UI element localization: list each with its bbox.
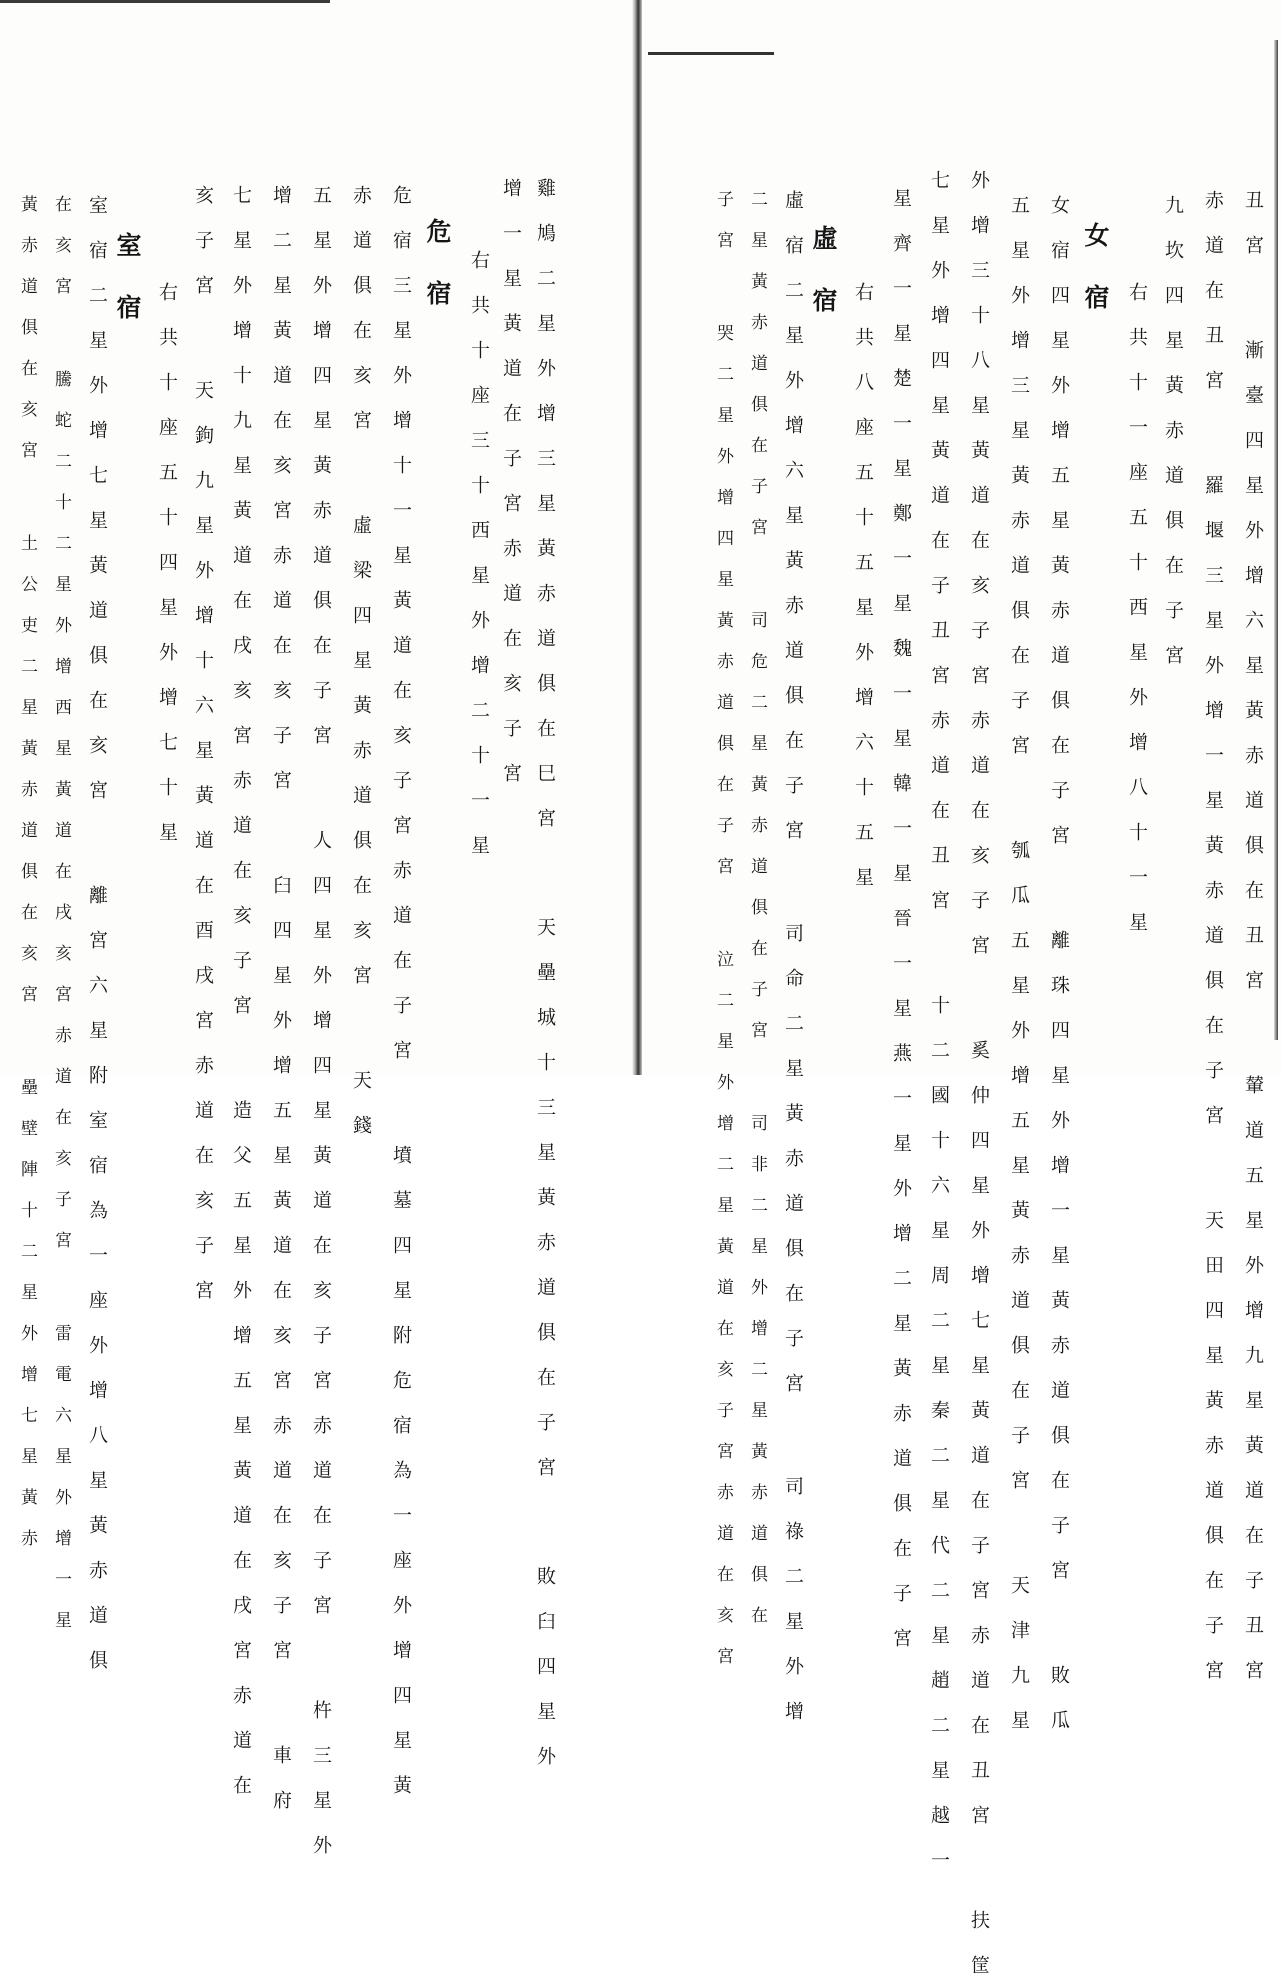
text-column	[778, 190, 808, 1722]
text-column	[742, 190, 772, 1625]
text-column	[266, 185, 296, 1811]
text-segment: 離 珠 四 星 外 增 一 星 黃 赤 道 俱 在 子 宮	[1048, 930, 1070, 1581]
text-segment: 輦 道 五 星 外 增 九 星 黃 道 在 子 丑 宮	[1242, 1075, 1264, 1681]
text-column	[82, 195, 112, 1671]
text-segment: 子 宮	[713, 190, 733, 250]
text-segment: 增 一 星 黃 道 在 子 宮 赤 道 在 亥 子 宮	[500, 178, 522, 784]
text-column	[964, 170, 994, 1976]
text-segment: 離 宮 六 星 附 室 宿 為 一 座 外 增 八 星 黃 赤 道 俱	[86, 885, 108, 1671]
section-total	[464, 250, 494, 856]
text-column	[1044, 195, 1074, 1731]
top-border-rule	[0, 0, 330, 3]
text-column	[924, 170, 954, 1871]
text-segment: 右 共 十 座 五 十 四 星 外 增 七 十 星	[156, 282, 178, 843]
text-segment: 丑 宮	[1242, 190, 1264, 256]
text-segment: 扶 筐	[968, 1910, 990, 1976]
text-segment: 瓠 瓜 五 星 外 增 五 星 黃 赤 道 俱 在 子 宮	[1008, 840, 1030, 1491]
section-total	[848, 282, 878, 888]
text-segment: 天 鉤 九 星 外 增 十 六 星 黃 道 在 酉 戌 宮 赤 道 在 亥 子 宮	[192, 380, 214, 1301]
text-segment: 天 壘 城 十 三 星 黃 赤 道 俱 在 子 宮	[534, 917, 556, 1478]
text-segment: 右 共 八 座 五 十 五 星 外 增 六 十 五 星	[852, 282, 874, 888]
section-total	[152, 282, 182, 843]
text-segment: 天 田 四 星 黃 赤 道 俱 在 子 宮	[1202, 1210, 1224, 1681]
text-segment: 赤 道 在 丑 宮	[1202, 190, 1224, 391]
section-heading: 女 宿	[1081, 222, 1110, 313]
section-heading: 室 宿	[113, 232, 142, 323]
text-segment: 虛 梁 四 星 黃 赤 道 俱 在 亥 宮	[350, 515, 372, 986]
text-column	[188, 185, 218, 1301]
text-column	[1198, 190, 1228, 1681]
text-segment: 奚 仲 四 星 外 增 七 星 黃 道 在 子 宮 赤 道 在 丑 宮	[968, 1040, 990, 1826]
text-segment: 九 坎 四 星 黃 赤 道 俱 在 子 宮	[1162, 195, 1184, 666]
text-column	[46, 195, 76, 1630]
text-segment: 室 宿 二 星 外 增 七 星 黃 道 俱 在 亥 宮	[86, 195, 108, 801]
text-column	[1158, 195, 1188, 666]
text-segment: 七 星 外 增 四 星 黃 道 在 子 丑 宮 赤 道 在 丑 宮	[928, 170, 950, 911]
text-column	[386, 185, 416, 1796]
text-segment: 哭 二 星 外 增 四 星 黃 赤 道 俱 在 子 宮	[713, 324, 733, 876]
text-column	[886, 188, 916, 1649]
text-segment: 墳 墓 四 星 附 危 宿 為 一 座 外 增 四 星 黃	[390, 1145, 412, 1796]
text-column	[708, 190, 738, 1666]
text-segment: 敗 臼 四 星 外	[534, 1566, 556, 1767]
text-segment: 七 星 外 增 十 九 星 黃 道 在 戌 亥 宮 赤 道 在 亥 子 宮	[230, 185, 252, 1016]
text-segment: 敗 瓜	[1048, 1665, 1070, 1731]
text-column	[496, 178, 526, 784]
text-segment: 司 危 二 星 黃 赤 道 俱 在 子 宮	[747, 611, 767, 1040]
text-segment: 黃 赤 道 俱 在 亥 宮	[17, 195, 37, 460]
text-segment: 增 二 星 黃 道 在 亥 宮 赤 道 在 亥 子 宮	[270, 185, 292, 791]
text-segment: 虛 宿 二 星 外 增 六 星 黃 赤 道 俱 在 子 宮	[782, 190, 804, 841]
right-page	[642, 0, 1282, 1976]
text-column	[530, 178, 560, 1767]
text-segment: 羅 堰 三 星 外 增 一 星 黃 赤 道 俱 在 子 宮	[1202, 475, 1224, 1126]
text-column	[306, 185, 336, 1856]
section-heading: 危 宿	[423, 218, 452, 309]
text-segment: 天 錢	[350, 1070, 372, 1136]
section-total	[1122, 282, 1152, 933]
text-segment: 漸 臺 四 星 外 增 六 星 黃 赤 道 俱 在 丑 宮	[1242, 340, 1264, 991]
text-segment: 危 宿 三 星 外 增 十 一 星 黃 道 在 亥 子 宮 赤 道 在 子 宮	[390, 185, 412, 1061]
text-segment: 臼 四 星 外 增 五 星 黃 道 在 亥 宮 赤 道 在 亥 子 宮	[270, 875, 292, 1661]
text-segment: 亥 子 宮	[192, 185, 214, 296]
text-column	[1004, 195, 1034, 1731]
text-segment: 赤 道 俱 在 亥 宮	[350, 185, 372, 431]
text-segment: 泣 二 星 外 增 二 星 黃 道 在 亥 子 宮 赤 道 在 亥 宮	[713, 950, 733, 1666]
text-segment: 雷 電 六 星 外 增 一 星	[51, 1324, 71, 1630]
text-segment: 天 津 九 星	[1008, 1575, 1030, 1731]
text-segment: 星 齊 一 星 楚 一 星 鄭 一 星 魏 一 星 韓 一 星 晉 一 星 燕 一 星 外 增 二 星 黃 赤 道 俱 在 子 宮	[890, 188, 912, 1649]
section-heading: 虛 宿	[809, 225, 838, 316]
text-segment: 右 共 十 一 座 五 十 西 星 外 增 八 十 一 星	[1126, 282, 1148, 933]
text-column	[226, 185, 256, 1796]
text-segment: 二 星 黃 赤 道 俱 在 子 宮	[747, 190, 767, 537]
text-segment: 右 共 十 座 三 十 西 星 外 增 二 十 一 星	[468, 250, 490, 856]
text-segment: 土 公 吏 二 星 黃 赤 道 俱 在 亥 宮	[17, 534, 37, 1004]
text-column	[1238, 190, 1268, 1681]
binding-mark	[648, 52, 774, 55]
left-page	[0, 0, 638, 1856]
text-segment: 司 命 二 星 黃 赤 道 俱 在 子 宮	[782, 923, 804, 1394]
text-segment: 司 非 二 星 外 增 二 星 黃 赤 道 俱 在	[747, 1114, 767, 1625]
text-segment: 十 二 國 十 六 星 周 二 星 秦 二 星 代 二 星 趙 二 星 越 一	[928, 995, 950, 1871]
text-segment: 車 府	[270, 1745, 292, 1811]
text-segment: 外 增 三 十 八 星 黃 道 在 亥 子 宮 赤 道 在 亥 子 宮	[968, 170, 990, 956]
text-segment: 壘 壁 陣 十 二 星 外 增 七 星 黃 赤	[17, 1078, 37, 1548]
text-segment: 雞 鳩 二 星 外 增 三 星 黃 赤 道 俱 在 巳 宮	[534, 178, 556, 829]
text-segment: 人 四 星 外 增 四 星 黃 道 在 亥 子 宮 赤 道 在 子 宮	[310, 830, 332, 1616]
text-segment: 在 亥 宮	[51, 195, 71, 296]
text-segment: 杵 三 星 外	[310, 1700, 332, 1856]
text-segment: 五 星 外 增 四 星 黃 赤 道 俱 在 子 宮	[310, 185, 332, 746]
text-segment: 造 父 五 星 外 增 五 星 黃 道 在 戌 宮 赤 道 在	[230, 1100, 252, 1796]
text-column	[346, 185, 376, 1136]
text-segment: 女 宿 四 星 外 增 五 星 黃 赤 道 俱 在 子 宮	[1048, 195, 1070, 846]
text-segment: 五 星 外 增 三 星 黃 赤 道 俱 在 子 宮	[1008, 195, 1030, 756]
text-column	[12, 195, 42, 1548]
text-segment: 司 祿 二 星 外 增	[782, 1476, 804, 1722]
text-segment: 騰 蛇 二 十 二 星 外 增 西 星 黃 道 在 戌 亥 宮 赤 道 在 亥 子 宮	[51, 370, 71, 1250]
page-edge	[1274, 40, 1278, 1040]
